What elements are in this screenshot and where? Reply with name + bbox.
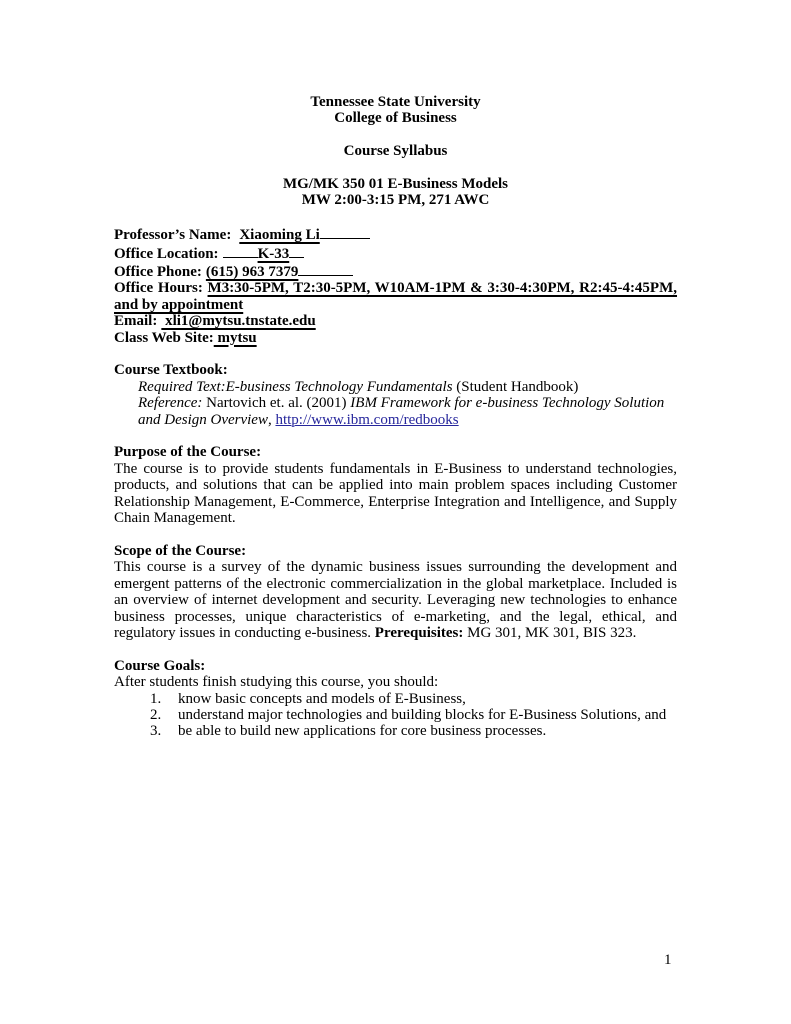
college-name: College of Business	[334, 110, 457, 127]
spacer	[114, 641, 677, 657]
goal-item	[114, 723, 677, 739]
reference-label: Reference:	[138, 395, 203, 412]
email-label: Email:	[114, 313, 158, 330]
purpose-body: The course is to provide students fundamentals in E-Business to understand technologies, products, and solutions that can be applied into main problem spaces including Customer Relationship Management, E-Commerce, Enterprise Integration and Intelligence, and Supply Chain Management.	[114, 460, 677, 527]
office-phone-line	[114, 262, 677, 280]
goal-marker: 3.	[150, 723, 162, 740]
professor-name-value: Xiaoming Li	[239, 227, 320, 244]
spacer	[114, 209, 677, 225]
reference-line	[138, 395, 677, 428]
underline-blank	[289, 244, 304, 258]
goal-text: understand major technologies and building blocks for E-Business Solutions, and	[178, 706, 667, 723]
prerequisites-label: Prerequisites:	[374, 624, 464, 641]
goal-marker: 1.	[150, 690, 162, 707]
spacer	[114, 526, 677, 542]
office-location-line	[114, 244, 677, 262]
goals-intro: After students finish studying this course, you should:	[114, 674, 439, 691]
professor-name-label: Professor’s Name:	[114, 227, 232, 244]
goal-text: be able to build new applications for core business processes.	[178, 723, 547, 740]
goals-heading: Course Goals:	[114, 657, 206, 674]
spacer	[114, 428, 677, 444]
goal-marker: 2.	[150, 706, 162, 723]
class-website-line	[114, 330, 677, 346]
document-title: Course Syllabus	[343, 143, 448, 160]
required-text-title: Required Text:E-business Technology Fundamentals	[138, 378, 453, 395]
university-name: Tennessee State University	[310, 94, 481, 110]
office-location-label: Office Location:	[114, 245, 219, 262]
office-hours-value: M3:30-5PM, T2:30-5PM, W10AM-1PM & 3:30-4:30PM, R2:45-4:45PM, and by appointment	[114, 280, 678, 313]
class-website-label: Class Web Site:	[114, 329, 214, 346]
goal-item	[114, 691, 677, 707]
reference-authors: Nartovich et. al. (2001)	[202, 395, 351, 412]
office-phone-value: (615) 963 7379	[205, 264, 299, 281]
page-number: 1	[664, 952, 672, 968]
textbook-entries	[114, 379, 677, 428]
underline-blank	[320, 225, 370, 239]
required-text-note: (Student Handbook)	[452, 378, 579, 395]
office-hours-line	[114, 280, 677, 313]
goal-item	[114, 707, 677, 723]
email-line	[114, 313, 677, 329]
course-schedule: MW 2:00-3:15 PM, 271 AWC	[301, 192, 490, 209]
underline-blank	[223, 244, 258, 258]
scope-body	[114, 559, 677, 641]
class-website-value: mytsu	[213, 329, 257, 346]
spacer	[114, 160, 677, 176]
scope-heading: Scope of the Course:	[114, 542, 247, 559]
goal-text: know basic concepts and models of E-Business,	[178, 690, 466, 707]
course-title: MG/MK 350 01 E-Business Models	[282, 176, 508, 192]
prerequisites-value: MG 301, MK 301, BIS 323.	[463, 624, 637, 641]
textbook-heading: Course Textbook:	[114, 362, 228, 379]
underline-blank	[298, 262, 353, 276]
reference-title: IBM Framework for e-business Technology Solution and Design Overview	[138, 395, 665, 428]
office-phone-label: Office Phone:	[114, 264, 202, 281]
spacer	[114, 127, 677, 143]
ibm-redbooks-link[interactable]: http://www.ibm.com/redbooks	[275, 411, 459, 428]
office-location-value: K-33	[257, 245, 290, 262]
reference-separator: ,	[267, 411, 276, 428]
spacer	[114, 346, 677, 362]
purpose-heading: Purpose of the Course:	[114, 444, 262, 461]
scope-body-text: This course is a survey of the dynamic business issues surrounding the development and emergent patterns of the electronic commercialization in the global marketplace. Included is an overview of internet development and security. Leveraging new technologies to enhance business processes, unique characteristics of e-marketing, and the legal, ethical, and regulatory issues in conducting e-business.	[114, 559, 677, 641]
office-hours-label: Office Hours:	[114, 280, 203, 297]
required-text-line	[138, 379, 677, 395]
professor-name-line	[114, 225, 677, 243]
email-value: xli1@mytsu.tnstate.edu	[161, 313, 316, 330]
